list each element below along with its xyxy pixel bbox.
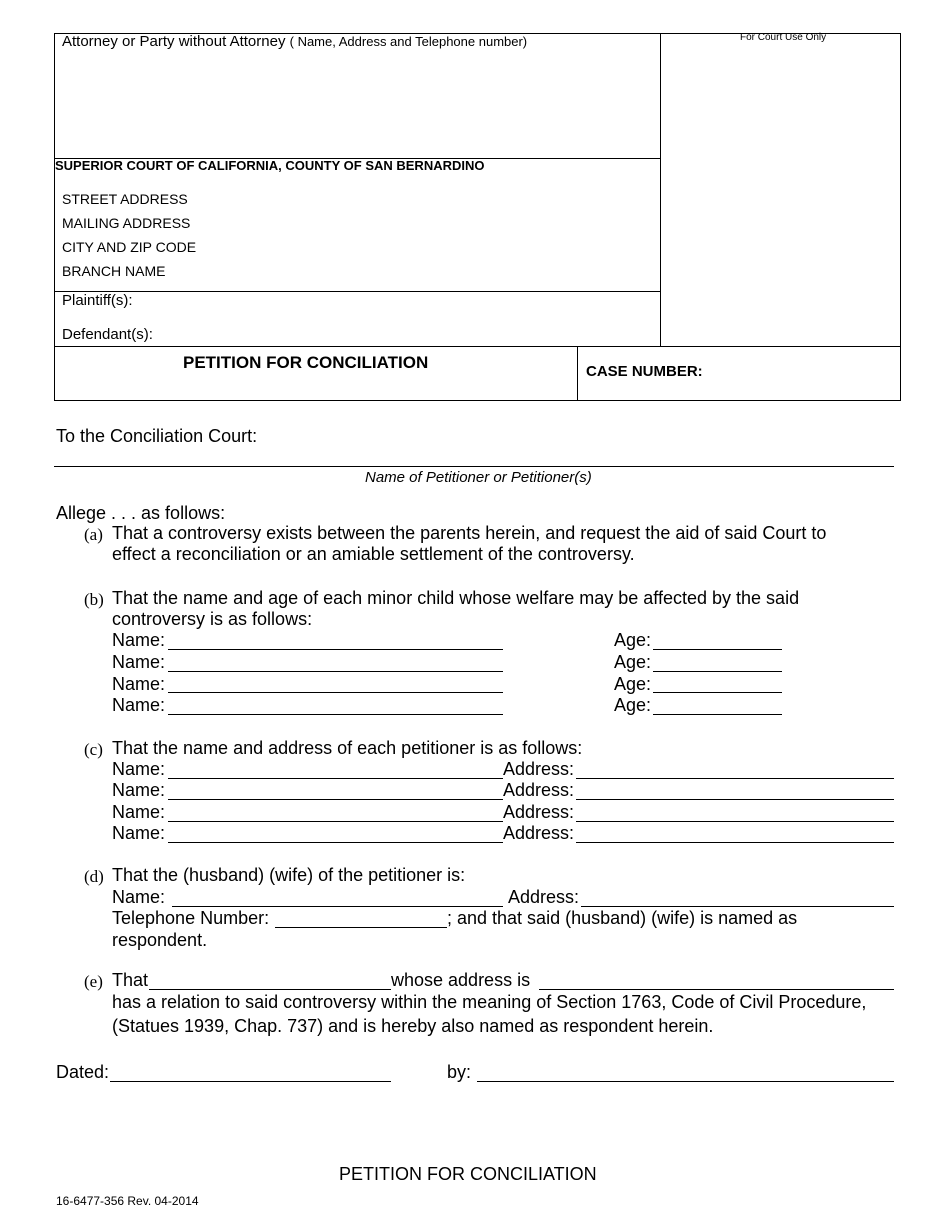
item-e-whose: whose address is [391,970,531,990]
child-name-line[interactable] [168,649,503,650]
child-name-label: Name: [112,674,166,694]
mailing-address-label: MAILING ADDRESS [62,215,191,231]
child-age-label: Age: [614,674,652,694]
to-court-label: To the Conciliation Court: [56,426,258,446]
petitioner-name-line[interactable] [54,466,894,467]
petitioner-name-line[interactable] [168,821,503,822]
child-age-label: Age: [614,630,652,650]
petitioner-address-line[interactable] [576,821,894,822]
child-name-label: Name: [112,652,166,672]
respondent-name-line[interactable] [149,989,391,990]
by-label: by: [447,1062,472,1082]
title-divider [54,346,901,347]
petitioner-address-line[interactable] [576,799,894,800]
respondent-address-line[interactable] [539,989,894,990]
footer-title: PETITION FOR CONCILIATION [339,1164,597,1184]
child-name-line[interactable] [168,714,503,715]
street-address-label: STREET ADDRESS [62,191,188,207]
spouse-address-label: Address: [508,887,580,907]
court-name: SUPERIOR COURT OF CALIFORNIA, COUNTY OF SAN BERNARDINO [55,158,485,173]
item-e-that: That [112,970,149,990]
telephone-line[interactable] [275,927,447,928]
spouse-address-line[interactable] [581,906,894,907]
petitioner-caption: Name of Petitioner or Petitioner(s) [365,469,592,486]
child-age-label: Age: [614,695,652,715]
item-b-line1: That the name and age of each minor child whose welfare may be affected by the said [112,588,800,608]
petitioner-address-label: Address: [503,823,575,843]
child-name-label: Name: [112,695,166,715]
item-b-line2: controversy is as follows: [112,609,313,629]
petitioner-name-line[interactable] [168,778,503,779]
petitioner-address-label: Address: [503,759,575,779]
telephone-label: Telephone Number: [112,908,270,928]
child-name-line[interactable] [168,671,503,672]
spouse-name-line[interactable] [172,906,503,907]
child-age-line[interactable] [653,714,782,715]
item-c-line1: That the name and address of each petitioner is as follows: [112,738,583,758]
petitioner-address-line[interactable] [576,778,894,779]
child-age-line[interactable] [653,671,782,672]
form-number: 16-6477-356 Rev. 04-2014 [56,1194,199,1208]
petitioner-name-label: Name: [112,823,166,843]
dated-line[interactable] [110,1081,391,1082]
court-use-divider [660,33,661,347]
petitioner-address-line[interactable] [576,842,894,843]
item-a-marker: (a) [84,525,103,544]
item-a-line2: effect a reconciliation or an amiable settlement of the controversy. [112,544,635,564]
child-name-line[interactable] [168,692,503,693]
petitioner-name-label: Name: [112,802,166,822]
attorney-field[interactable] [62,33,527,50]
allege-label: Allege . . . as follows: [56,503,226,523]
court-use-label: For Court Use Only [740,32,827,43]
item-d-line1: That the (husband) (wife) of the petitioner is: [112,865,466,885]
signature-line[interactable] [477,1081,894,1082]
child-age-line[interactable] [653,649,782,650]
form-title: PETITION FOR CONCILIATION [183,353,429,372]
child-age-line[interactable] [653,692,782,693]
child-name-label: Name: [112,630,166,650]
item-c-marker: (c) [84,740,103,759]
case-number-field[interactable]: CASE NUMBER: [586,363,703,380]
petitioner-name-label: Name: [112,759,166,779]
case-number-divider [577,346,578,401]
item-d-respondent: respondent. [112,930,208,950]
item-e-line2: has a relation to said controversy within the meaning of Section 1763, Code of Civil Procedure, [112,992,867,1012]
item-d-named-as: ; and that said (husband) (wife) is named as [447,908,798,928]
petitioner-name-label: Name: [112,780,166,800]
item-b-marker: (b) [84,590,104,609]
item-e-marker: (e) [84,972,103,991]
plaintiff-field[interactable]: Plaintiff(s): [62,292,133,309]
spouse-name-label: Name: [112,887,166,907]
attorney-sub-label: ( Name, Address and Telephone number) [289,34,528,49]
parties-divider [54,291,661,292]
branch-name-label: BRANCH NAME [62,263,166,279]
attorney-label: Attorney or Party without Attorney [62,33,286,50]
petitioner-address-label: Address: [503,802,575,822]
dated-label: Dated: [56,1062,110,1082]
petitioner-address-label: Address: [503,780,575,800]
item-a-line1: That a controversy exists between the parents herein, and request the aid of said Court to [112,523,827,543]
petitioner-name-line[interactable] [168,799,503,800]
petitioner-name-line[interactable] [168,842,503,843]
city-zip-label: CITY AND ZIP CODE [62,239,197,255]
item-e-line3: (Statues 1939, Chap. 737) and is hereby also named as respondent herein. [112,1016,714,1036]
item-d-marker: (d) [84,867,104,886]
child-age-label: Age: [614,652,652,672]
defendant-field[interactable]: Defendant(s): [62,326,153,343]
